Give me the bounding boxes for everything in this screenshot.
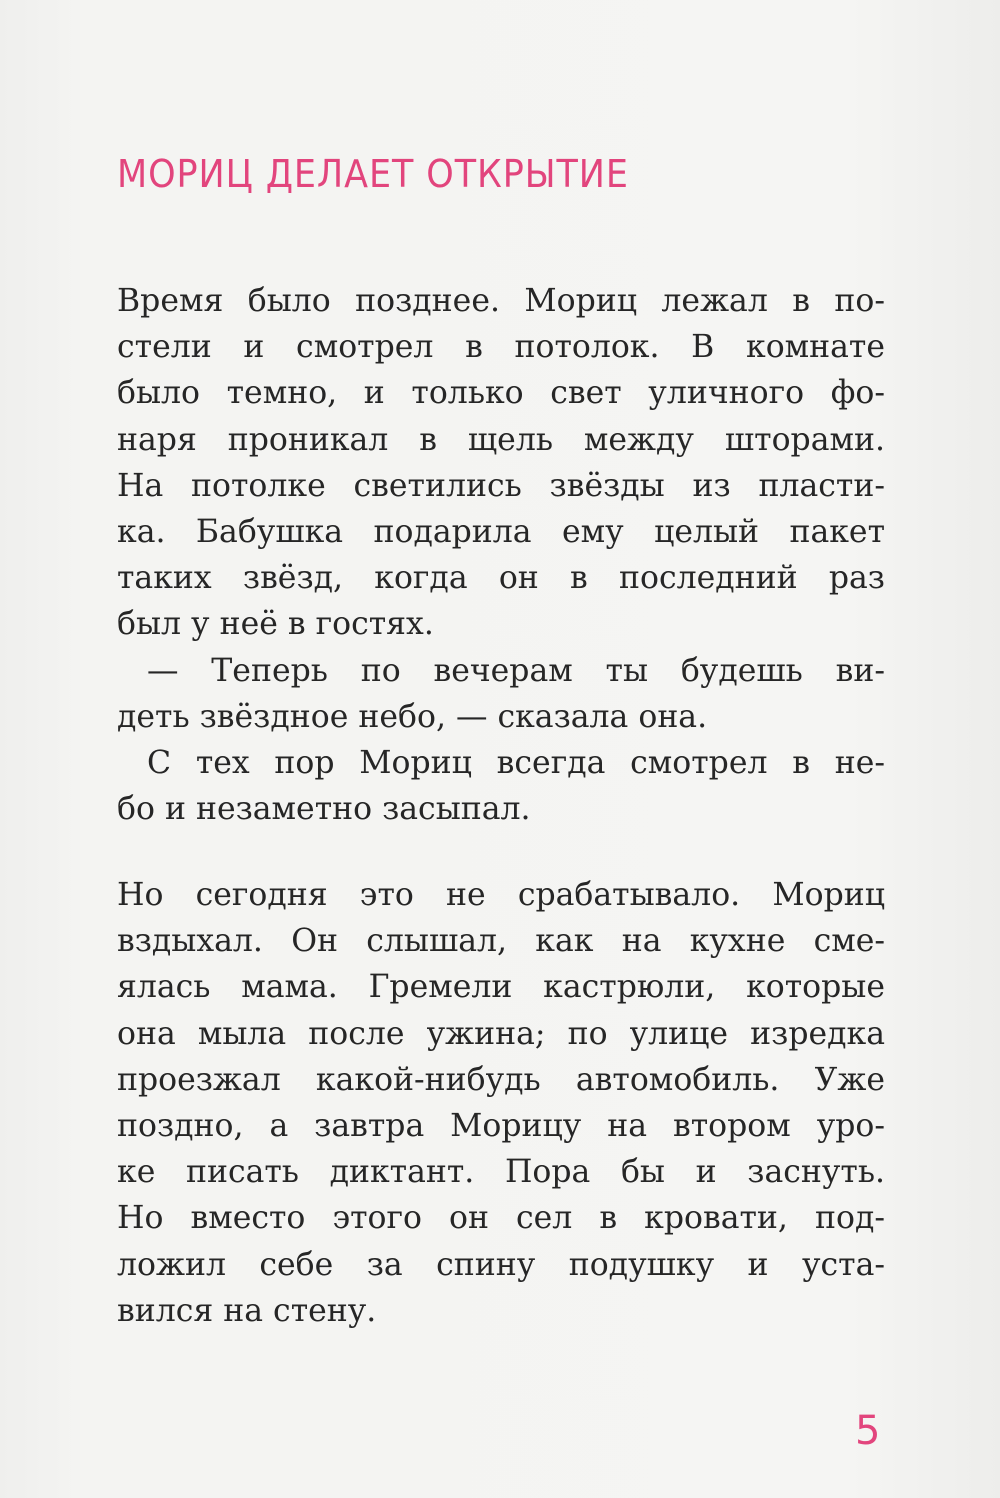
text-line: был у неё в гостях. [117, 606, 434, 643]
text-line: стели и смотрел в потолок. В комнате [117, 329, 885, 366]
text-line: На потолке светились звёзды из пласти- [117, 467, 885, 504]
text-line: таких звёзд, когда он в последний раз [117, 560, 885, 597]
text-line: Время было позднее. Мориц лежал в по- [117, 283, 885, 319]
text-line: Но вместо этого он сел в кровати, под- [117, 1200, 885, 1237]
page-number: 5 [855, 1408, 881, 1454]
text-line: ка. Бабушка подарила ему целый пакет [117, 513, 885, 550]
text-block-1 [117, 278, 885, 832]
text-line: вздыхал. Он слышал, как на кухне сме- [117, 923, 885, 960]
text-block-2 [117, 872, 885, 1334]
text-line: наря проникал в щель между шторами. [117, 421, 885, 458]
text-line: поздно, а завтра Морицу на втором уро- [117, 1107, 885, 1144]
text-line: — Теперь по вечерам ты будешь ви- [147, 652, 885, 689]
text-line: С тех пор Мориц всегда смотрел в не- [147, 744, 885, 781]
text-line: вился на стену. [117, 1292, 377, 1329]
text-line: ялась мама. Гремели кастрюли, которые [117, 969, 885, 1006]
text-line: бо и незаметно засыпал. [117, 791, 531, 828]
text-line: проезжал какой-нибудь автомобиль. Уже [117, 1061, 885, 1098]
text-line: деть звёздное небо, — сказала она. [117, 698, 708, 735]
text-line: было темно, и только свет уличного фо- [117, 375, 885, 412]
chapter-title: МОРИЦ ДЕЛАЕТ ОТКРЫТИЕ [117, 152, 629, 196]
text-line: ложил себе за спину подушку и уста- [117, 1246, 885, 1283]
text-line: ке писать диктант. Пора бы и заснуть. [117, 1154, 885, 1191]
text-line: Но сегодня это не срабатывало. Мориц [117, 877, 885, 913]
text-line: она мыла после ужина; по улице изредка [117, 1015, 885, 1052]
